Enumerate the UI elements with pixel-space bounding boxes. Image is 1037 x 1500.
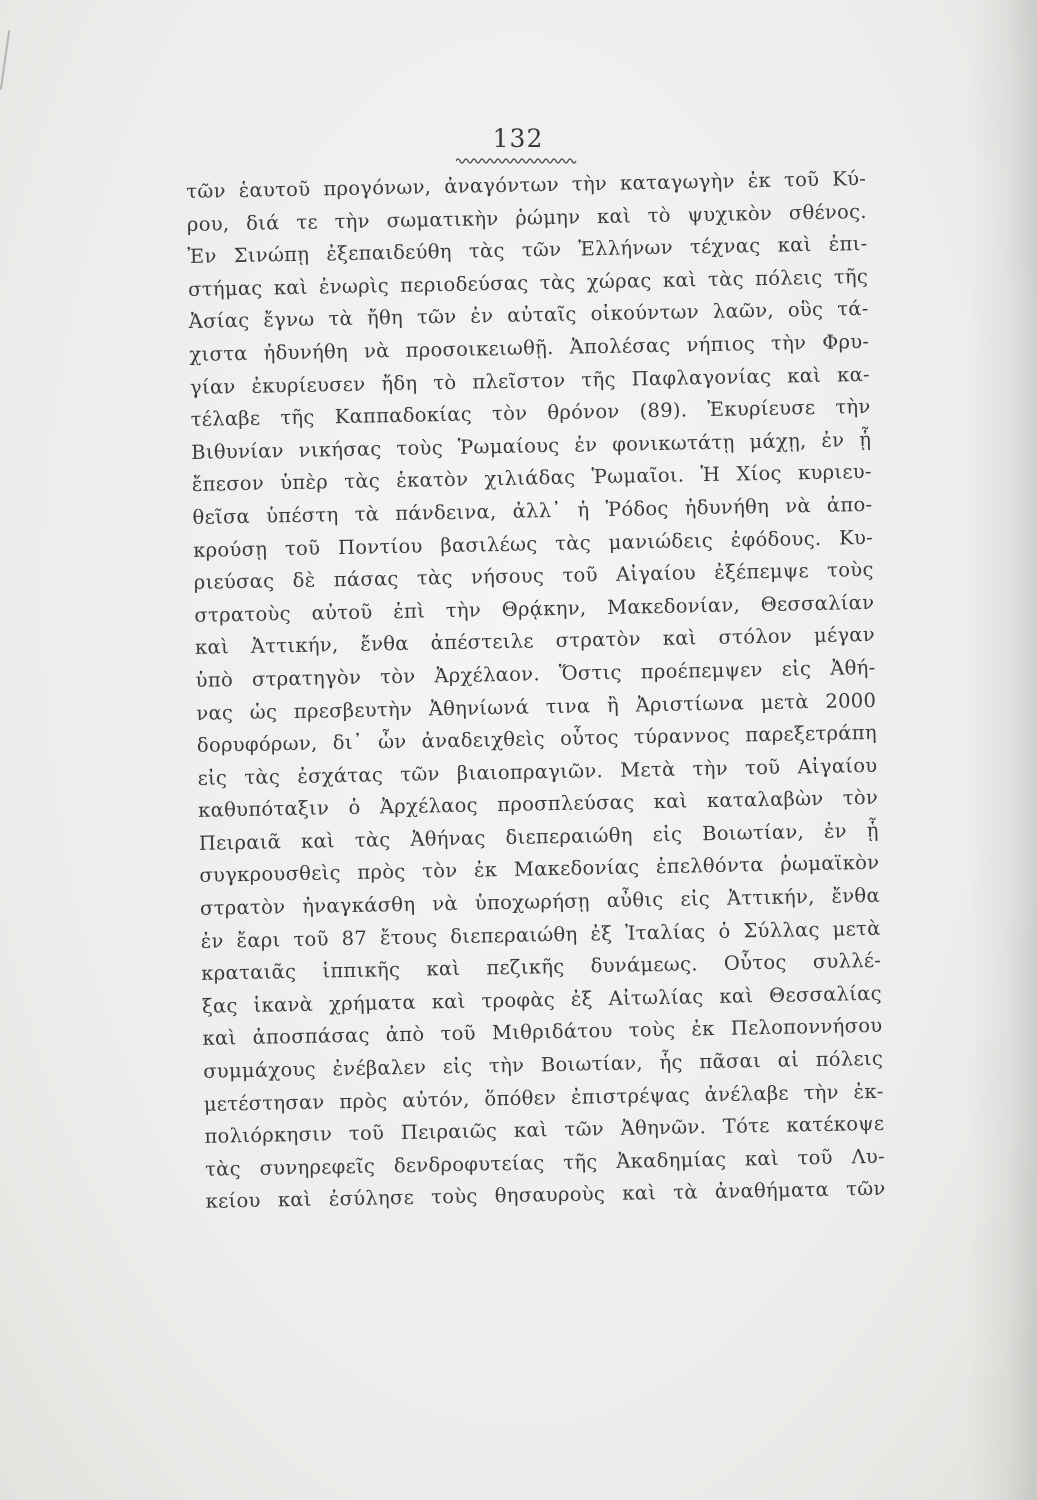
text-line: τὰς συνηρεφεῖς δενδροφυτείας τῆς Ἀκαδημίας καὶ τοῦ Λυ-	[204, 1144, 886, 1181]
text-line: τῶν ἑαυτοῦ προγόνων, ἀναγόντων τὴν καταγωγὴν ἐκ τοῦ Κύ-	[186, 166, 867, 203]
text-line: ξας ἱκανὰ χρήματα καὶ τροφὰς ἐξ Αἰτωλίας καὶ Θεσσαλίας	[201, 981, 883, 1018]
text-line: καθυπόταξιν ὁ Ἀρχέλαος προσπλεύσας καὶ καταλαβὼν τὸν	[197, 786, 879, 823]
text-line: χιστα ἠδυνήθη νὰ προσοικειωθῇ. Ἀπολέσας νήπιος τὴν Φρυ-	[189, 329, 870, 366]
margin-mark	[0, 30, 10, 90]
text-line: ριεύσας δὲ πάσας τὰς νήσους τοῦ Αἰγαίου ἐξέπεμψε τοὺς	[193, 557, 874, 595]
text-line: πολιόρκησιν τοῦ Πειραιῶς καὶ τῶν Ἀθηνῶν. Τότε κατέκοψε	[204, 1111, 885, 1149]
text-line: συμμάχους ἐνέβαλεν εἰς τὴν Βοιωτίαν, ἧς πᾶσαι αἱ πόλεις	[202, 1046, 884, 1083]
wavy-rule-ornament	[456, 156, 578, 166]
text-line: ρου, διά τε τὴν σωματικὴν ῥώμην καὶ τὸ ψυχικὸν σθένος.	[186, 199, 868, 236]
text-line: Ἐν Σινώπῃ ἐξεπαιδεύθη τὰς τῶν Ἑλλήνων τέχνας καὶ ἐπι-	[187, 232, 868, 269]
text-line: κρούσῃ τοῦ Ποντίου βασιλέως τὰς μανιώδεις ἐφόδους. Κυ-	[192, 525, 874, 562]
text-line: μετέστησαν πρὸς αὐτόν, ὅπόθεν ἐπιστρέψας ἀνέλαβε τὴν ἐκ-	[203, 1079, 884, 1116]
text-line: κραταιᾶς ἱππικῆς καὶ πεζικῆς δυνάμεως. Οὗτος συλλέ-	[201, 949, 882, 986]
text-line: εἰς τὰς ἐσχάτας τῶν βιαιοπραγιῶν. Μετὰ τὴν τοῦ Αἰγαίου	[197, 753, 878, 790]
text-line: Βιθυνίαν νικήσας τοὺς Ῥωμαίους ἐν φονικωτάτῃ μάχῃ, ἐν ᾗ	[191, 427, 872, 464]
text-line: γίαν ἐκυρίευσεν ἤδη τὸ πλεῖστον τῆς Παφλαγονίας καὶ κα-	[189, 362, 871, 399]
text-line: θεῖσα ὑπέστη τὰ πάνδεινα, ἀλλ᾽ ἡ Ῥόδος ἠδυνήθη νὰ ἀπο-	[192, 492, 873, 529]
text-line: ὑπὸ στρατηγὸν τὸν Ἀρχέλαον. Ὅστις προέπεμψεν εἰς Ἀθή-	[195, 655, 876, 692]
text-line: καὶ Ἀττικήν, ἔνθα ἀπέστειλε στρατὸν καὶ στόλον μέγαν	[194, 623, 876, 660]
text-line: δορυφόρων, δι᾽ ὧν ἀναδειχθεὶς οὗτος τύραννος παρεξετράπη	[196, 720, 878, 757]
text-line: ἐν ἔαρι τοῦ 87 ἔτους διεπεραιώθη ἐξ Ἰταλίας ὁ Σύλλας μετὰ	[200, 916, 881, 953]
text-line: Ἀσίας ἔγνω τὰ ἤθη τῶν ἐν αὐταῖς οἰκούντων λαῶν, οὓς τά-	[188, 297, 869, 334]
text-line: καὶ ἀποσπάσας ἀπὸ τοῦ Μιθριδάτου τοὺς ἐκ Πελοποννήσου	[202, 1014, 883, 1051]
text-line: στρατοὺς αὐτοῦ ἐπὶ τὴν Θρᾴκην, Μακεδονίαν, Θεσσαλίαν	[194, 590, 875, 627]
text-line: ἔπεσον ὑπὲρ τὰς ἑκατὸν χιλιάδας Ῥωμαῖοι. Ἡ Χίος κυριευ-	[191, 460, 873, 497]
text-line: κείου καὶ ἐσύλησε τοὺς θησαυροὺς καὶ τὰ ἀναθήματα τῶν	[205, 1177, 886, 1214]
text-line: συγκρουσθεὶς πρὸς τὸν ἐκ Μακεδονίας ἐπελθόντα ῥωμαϊκὸν	[199, 851, 880, 888]
text-line: στρατὸν ἠναγκάσθη νὰ ὑποχωρήσῃ αὖθις εἰς Ἀττικήν, ἔνθα	[199, 883, 881, 920]
body-text	[186, 163, 886, 1219]
text-line: στήμας καὶ ἐνωρὶς περιοδεύσας τὰς χώρας καὶ τὰς πόλεις τῆς	[187, 264, 869, 301]
text-line: νας ὡς πρεσβευτὴν Ἀθηνίωνά τινα ἢ Ἀριστίωνα μετὰ 2000	[196, 688, 877, 725]
page-edge-shadow	[967, 0, 1037, 1500]
page-number: 132	[492, 124, 544, 153]
text-line: τέλαβε τῆς Καππαδοκίας τὸν θρόνον (89). Ἐκυρίευσε τὴν	[190, 395, 871, 432]
text-line: Πειραιᾶ καὶ τὰς Ἀθήνας διεπεραιώθη εἰς Βοιωτίαν, ἐν ᾗ	[198, 818, 879, 855]
